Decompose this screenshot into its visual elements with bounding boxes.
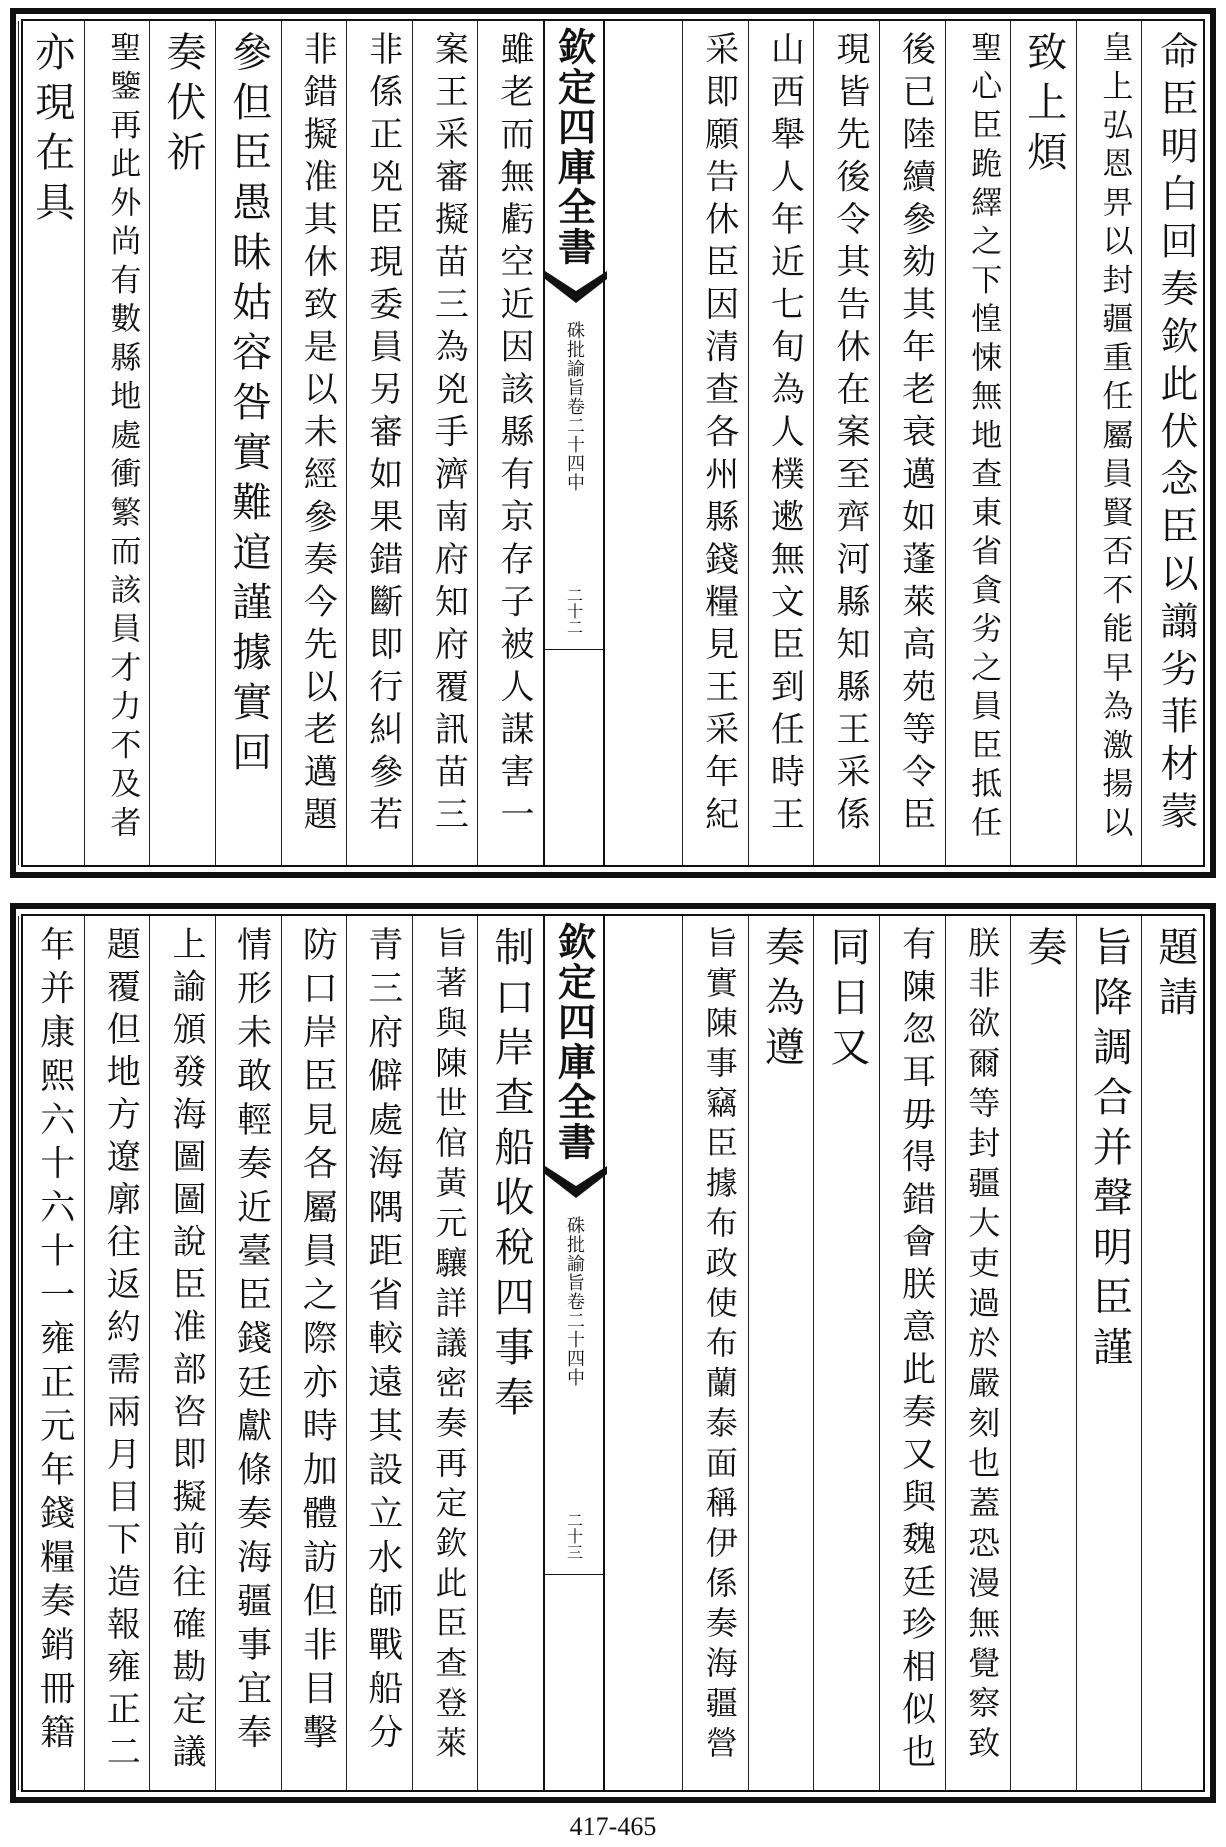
text-column bbox=[945, 21, 1011, 865]
column-text: 采即願告休臣因清查各州縣錢糧見王采年紀 bbox=[698, 31, 739, 839]
column-text: 同日又 bbox=[823, 926, 870, 1076]
text-column bbox=[18, 21, 84, 865]
column-text: 旨實陳事竊臣據布政使布蘭泰面稱伊係奏海疆營 bbox=[700, 926, 739, 1766]
column-text: 聖心臣跪繹之下惶悚無地查東省貪劣之員臣抵任 bbox=[965, 31, 1002, 845]
text-column bbox=[281, 916, 347, 1790]
text-column bbox=[1010, 21, 1076, 865]
text-column bbox=[1141, 916, 1207, 1790]
page-number: 二十二 bbox=[564, 587, 584, 635]
text-column bbox=[149, 21, 215, 865]
text-column bbox=[945, 916, 1011, 1790]
text-column bbox=[477, 21, 543, 865]
column-text: 山西舉人年近七旬為人樸遬無文臣到任時王 bbox=[764, 31, 805, 839]
column-text: 雖老而無虧空近因該縣有京存子被人謀害一 bbox=[493, 31, 534, 839]
lower-page-frame bbox=[21, 914, 1205, 1792]
lower-center-gutter bbox=[543, 916, 605, 1790]
column-text: 奏為遵 bbox=[758, 926, 805, 1076]
upper-page-frame bbox=[21, 19, 1205, 867]
text-column bbox=[281, 21, 347, 865]
column-text: 防口岸臣見各屬員之際亦時加體訪但非目擊 bbox=[297, 926, 338, 1758]
text-column bbox=[84, 21, 150, 865]
column-text: 致上煩 bbox=[1020, 31, 1067, 181]
text-column bbox=[879, 21, 945, 865]
chapter-subtitle: 硃批諭旨卷二十四中 bbox=[564, 1216, 585, 1387]
text-column bbox=[813, 916, 879, 1790]
text-column bbox=[215, 916, 281, 1790]
upper-text-columns bbox=[23, 21, 1203, 865]
gutter-rule bbox=[545, 649, 603, 651]
column-text: 旨降調合并聲明臣謹 bbox=[1086, 926, 1133, 1376]
column-text: 奏 bbox=[1020, 926, 1067, 976]
text-column bbox=[346, 21, 412, 865]
text-column bbox=[682, 21, 748, 865]
column-text: 奏伏祈 bbox=[159, 31, 206, 181]
text-column bbox=[1141, 21, 1207, 865]
text-column bbox=[1076, 21, 1142, 865]
column-text: 案王采審擬苗三為兇手濟南府知府覆訊苗三 bbox=[428, 31, 469, 839]
column-text: 制口岸查船收稅四事奉 bbox=[487, 926, 534, 1426]
column-text: 題請 bbox=[1151, 926, 1198, 1026]
column-text: 非係正兇臣現委員另審如果錯斷即行糾參若 bbox=[362, 31, 403, 839]
column-text: 上諭頒發海圖圖說臣准部咨即擬前往確勘定議 bbox=[165, 926, 206, 1776]
text-column bbox=[748, 21, 814, 865]
column-text: 皇上弘恩畀以封疆重任屬員賢否不能早為激揚以 bbox=[1096, 31, 1133, 845]
column-text: 亦現在具 bbox=[28, 31, 75, 231]
column-text: 非錯擬准其休致是以未經參奏今先以老邁題 bbox=[297, 31, 338, 839]
upper-page bbox=[10, 8, 1216, 878]
column-text: 青三府僻處海隅距省較遠其設立水師戰船分 bbox=[362, 926, 403, 1758]
text-column bbox=[879, 916, 945, 1790]
column-text: 參但臣愚昧姑容咎實難逭謹據實回 bbox=[225, 31, 272, 781]
upper-center-gutter bbox=[543, 21, 605, 865]
lower-text-columns bbox=[23, 916, 1203, 1790]
text-column bbox=[84, 916, 150, 1790]
fish-tail-mark-icon bbox=[545, 1164, 607, 1204]
column-text: 朕非欲爾等封疆大吏過於嚴刻也蓋恐漫無覺察致 bbox=[963, 926, 1002, 1766]
column-text: 命臣明白回奏欽此伏念臣以譾劣菲材蒙 bbox=[1153, 31, 1198, 839]
column-text: 題覆但地方遼廓往返約需兩月目下造報雍正二 bbox=[100, 926, 141, 1776]
lower-page bbox=[10, 903, 1216, 1803]
text-column bbox=[813, 21, 879, 865]
text-column bbox=[346, 916, 412, 1790]
fish-tail-mark-icon bbox=[545, 269, 607, 309]
text-column bbox=[477, 916, 543, 1790]
column-text: 旨著與陳世倌黃元驤詳議密奏再定欽此臣查登萊 bbox=[430, 926, 469, 1766]
text-column bbox=[682, 916, 748, 1790]
text-column bbox=[149, 916, 215, 1790]
column-text: 後已陸續參劾其年老衰邁如蓬萊高苑等令臣 bbox=[895, 31, 936, 839]
book-title: 欽定四庫全書 bbox=[551, 922, 597, 1162]
text-column bbox=[18, 916, 84, 1790]
column-text: 現皆先後令其告休在案至齊河縣知縣王采係 bbox=[829, 31, 870, 839]
book-title: 欽定四庫全書 bbox=[551, 27, 597, 267]
text-column bbox=[748, 916, 814, 1790]
page-number: 二十三 bbox=[564, 1512, 584, 1560]
scan-reference-number: 417-465 bbox=[569, 1812, 657, 1841]
text-column bbox=[1010, 916, 1076, 1790]
chapter-subtitle: 硃批諭旨卷二十四中 bbox=[564, 321, 585, 492]
text-column bbox=[1076, 916, 1142, 1790]
column-text: 情形未敢輕奏近臺臣錢廷獻條奏海疆事宜奉 bbox=[231, 926, 272, 1758]
text-column bbox=[215, 21, 281, 865]
column-text: 有陳忽耳毋得錯會朕意此奏又與魏廷珍相似也 bbox=[895, 926, 936, 1776]
column-text: 聖鑒再此外尚有數縣地處衝繁而該員才力不及者 bbox=[104, 31, 141, 845]
gutter-rule bbox=[545, 1574, 603, 1576]
column-text: 年并康熙六十六十一雍正元年錢糧奏銷冊籍 bbox=[34, 926, 75, 1758]
text-column bbox=[412, 21, 478, 865]
text-column bbox=[412, 916, 478, 1790]
